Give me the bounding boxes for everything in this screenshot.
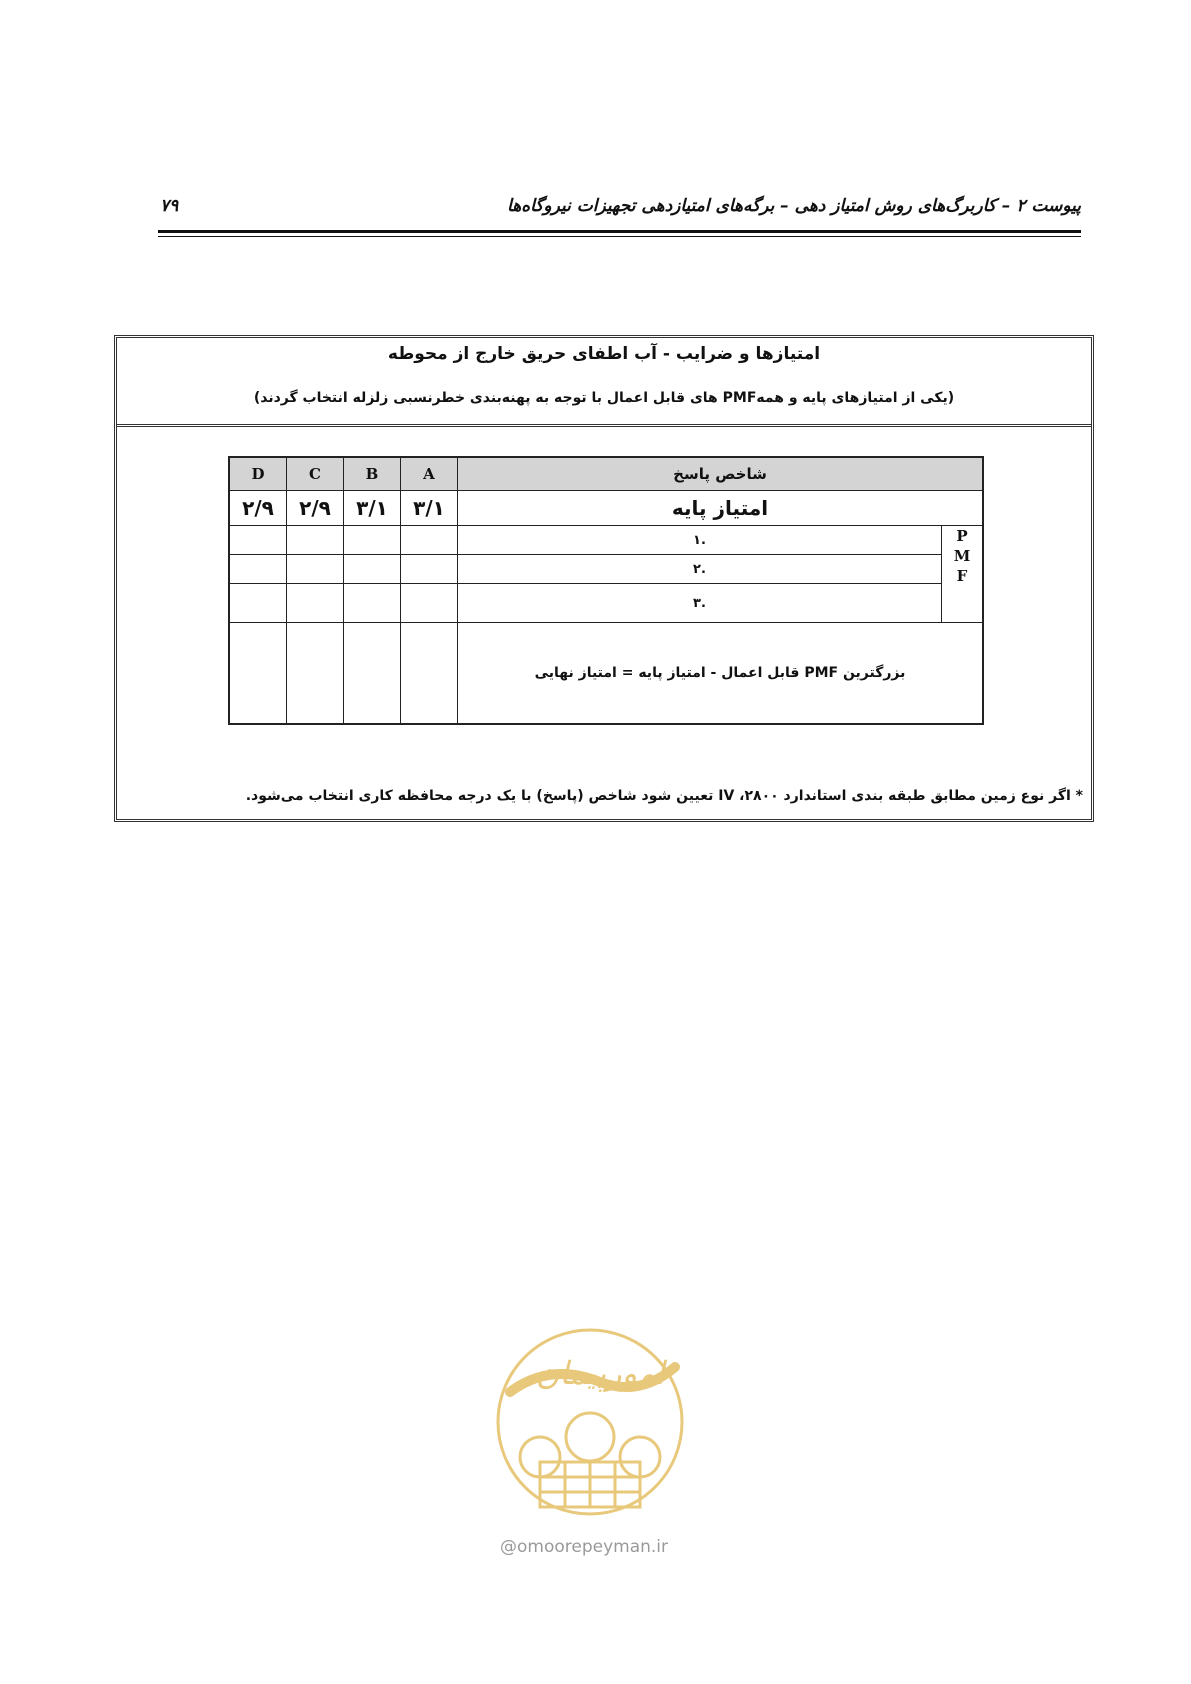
final-score-label: بزرگترین PMF قابل اعمال - امتیاز پایه = امتیاز نهایی: [458, 623, 984, 725]
pmf-label-f: F: [956, 567, 968, 585]
pmf-cell-d: [229, 526, 287, 555]
table-header-row: [229, 457, 983, 491]
pmf-cell-a: [401, 555, 458, 584]
final-score-row: [229, 623, 983, 725]
page-number: ۷۹: [160, 196, 179, 216]
pmf-label: [942, 526, 984, 623]
frame-header: [117, 338, 1091, 427]
footnote: * اگر نوع زمین مطابق طبقه بندی استاندارد ۲۸۰۰، IV تعیین شود شاخص (پاسخ) با یک درجه محافظه کاری انتخاب می‌شود.: [245, 788, 1083, 804]
column-header-b: B: [344, 457, 401, 491]
running-header-title: پیوست ۲ – کاربرگ‌های روش امتیاز دهی – برگه‌های امتیازدهی تجهیزات نیروگاه‌ها: [507, 196, 1081, 216]
base-score-row: [229, 491, 983, 526]
pmf-item-1: .۱: [458, 526, 942, 555]
pmf-cell-b: [344, 555, 401, 584]
base-score-d: ۲/۹: [229, 491, 287, 526]
final-score-a: [401, 623, 458, 725]
column-header-d: D: [229, 457, 287, 491]
base-score-b: ۳/۱: [344, 491, 401, 526]
pmf-row: [229, 526, 983, 555]
pmf-cell-c: [287, 526, 344, 555]
watermark-logo: [490, 1322, 690, 1522]
base-score-a: ۳/۱: [401, 491, 458, 526]
final-score-b: [344, 623, 401, 725]
final-score-c: [287, 623, 344, 725]
pmf-cell-d: [229, 584, 287, 623]
column-header-a: A: [401, 457, 458, 491]
watermark-url: @omoorepeyman.ir: [500, 1537, 669, 1557]
header-rule-thin: [158, 236, 1081, 237]
response-index-header: شاخص پاسخ: [458, 457, 984, 491]
pmf-item-3: .۳: [458, 584, 942, 623]
pmf-row: [229, 584, 983, 623]
pmf-cell-b: [344, 526, 401, 555]
scoring-sheet-frame: [114, 335, 1094, 822]
pmf-cell-c: [287, 555, 344, 584]
watermark-url-text: omoorepeyman.ir: [517, 1537, 669, 1557]
pmf-item-2: .۲: [458, 555, 942, 584]
pmf-label-p: P: [956, 527, 968, 545]
scoring-table: [228, 456, 984, 725]
pmf-cell-a: [401, 584, 458, 623]
pmf-label-m: M: [953, 547, 971, 565]
base-score-label: امتیاز پایه: [458, 491, 984, 526]
pmf-cell-c: [287, 584, 344, 623]
pmf-cell-b: [344, 584, 401, 623]
svg-text:امورپیمان: امورپیمان: [535, 1354, 665, 1392]
sheet-title: امتیازها و ضرایب - آب اطفای حریق خارج از محوطه: [387, 344, 821, 364]
pmf-cell-a: [401, 526, 458, 555]
column-header-c: C: [287, 457, 344, 491]
base-score-c: ۲/۹: [287, 491, 344, 526]
final-score-d: [229, 623, 287, 725]
pmf-row: [229, 555, 983, 584]
header-rule-thick: [158, 230, 1081, 233]
pmf-cell-d: [229, 555, 287, 584]
sheet-subtitle: (یکی از امتیازهای پایه و همهPMF های قابل اعمال با توجه به پهنه‌بندی خطرنسبی زلزله انتخاب گردند): [253, 390, 955, 406]
